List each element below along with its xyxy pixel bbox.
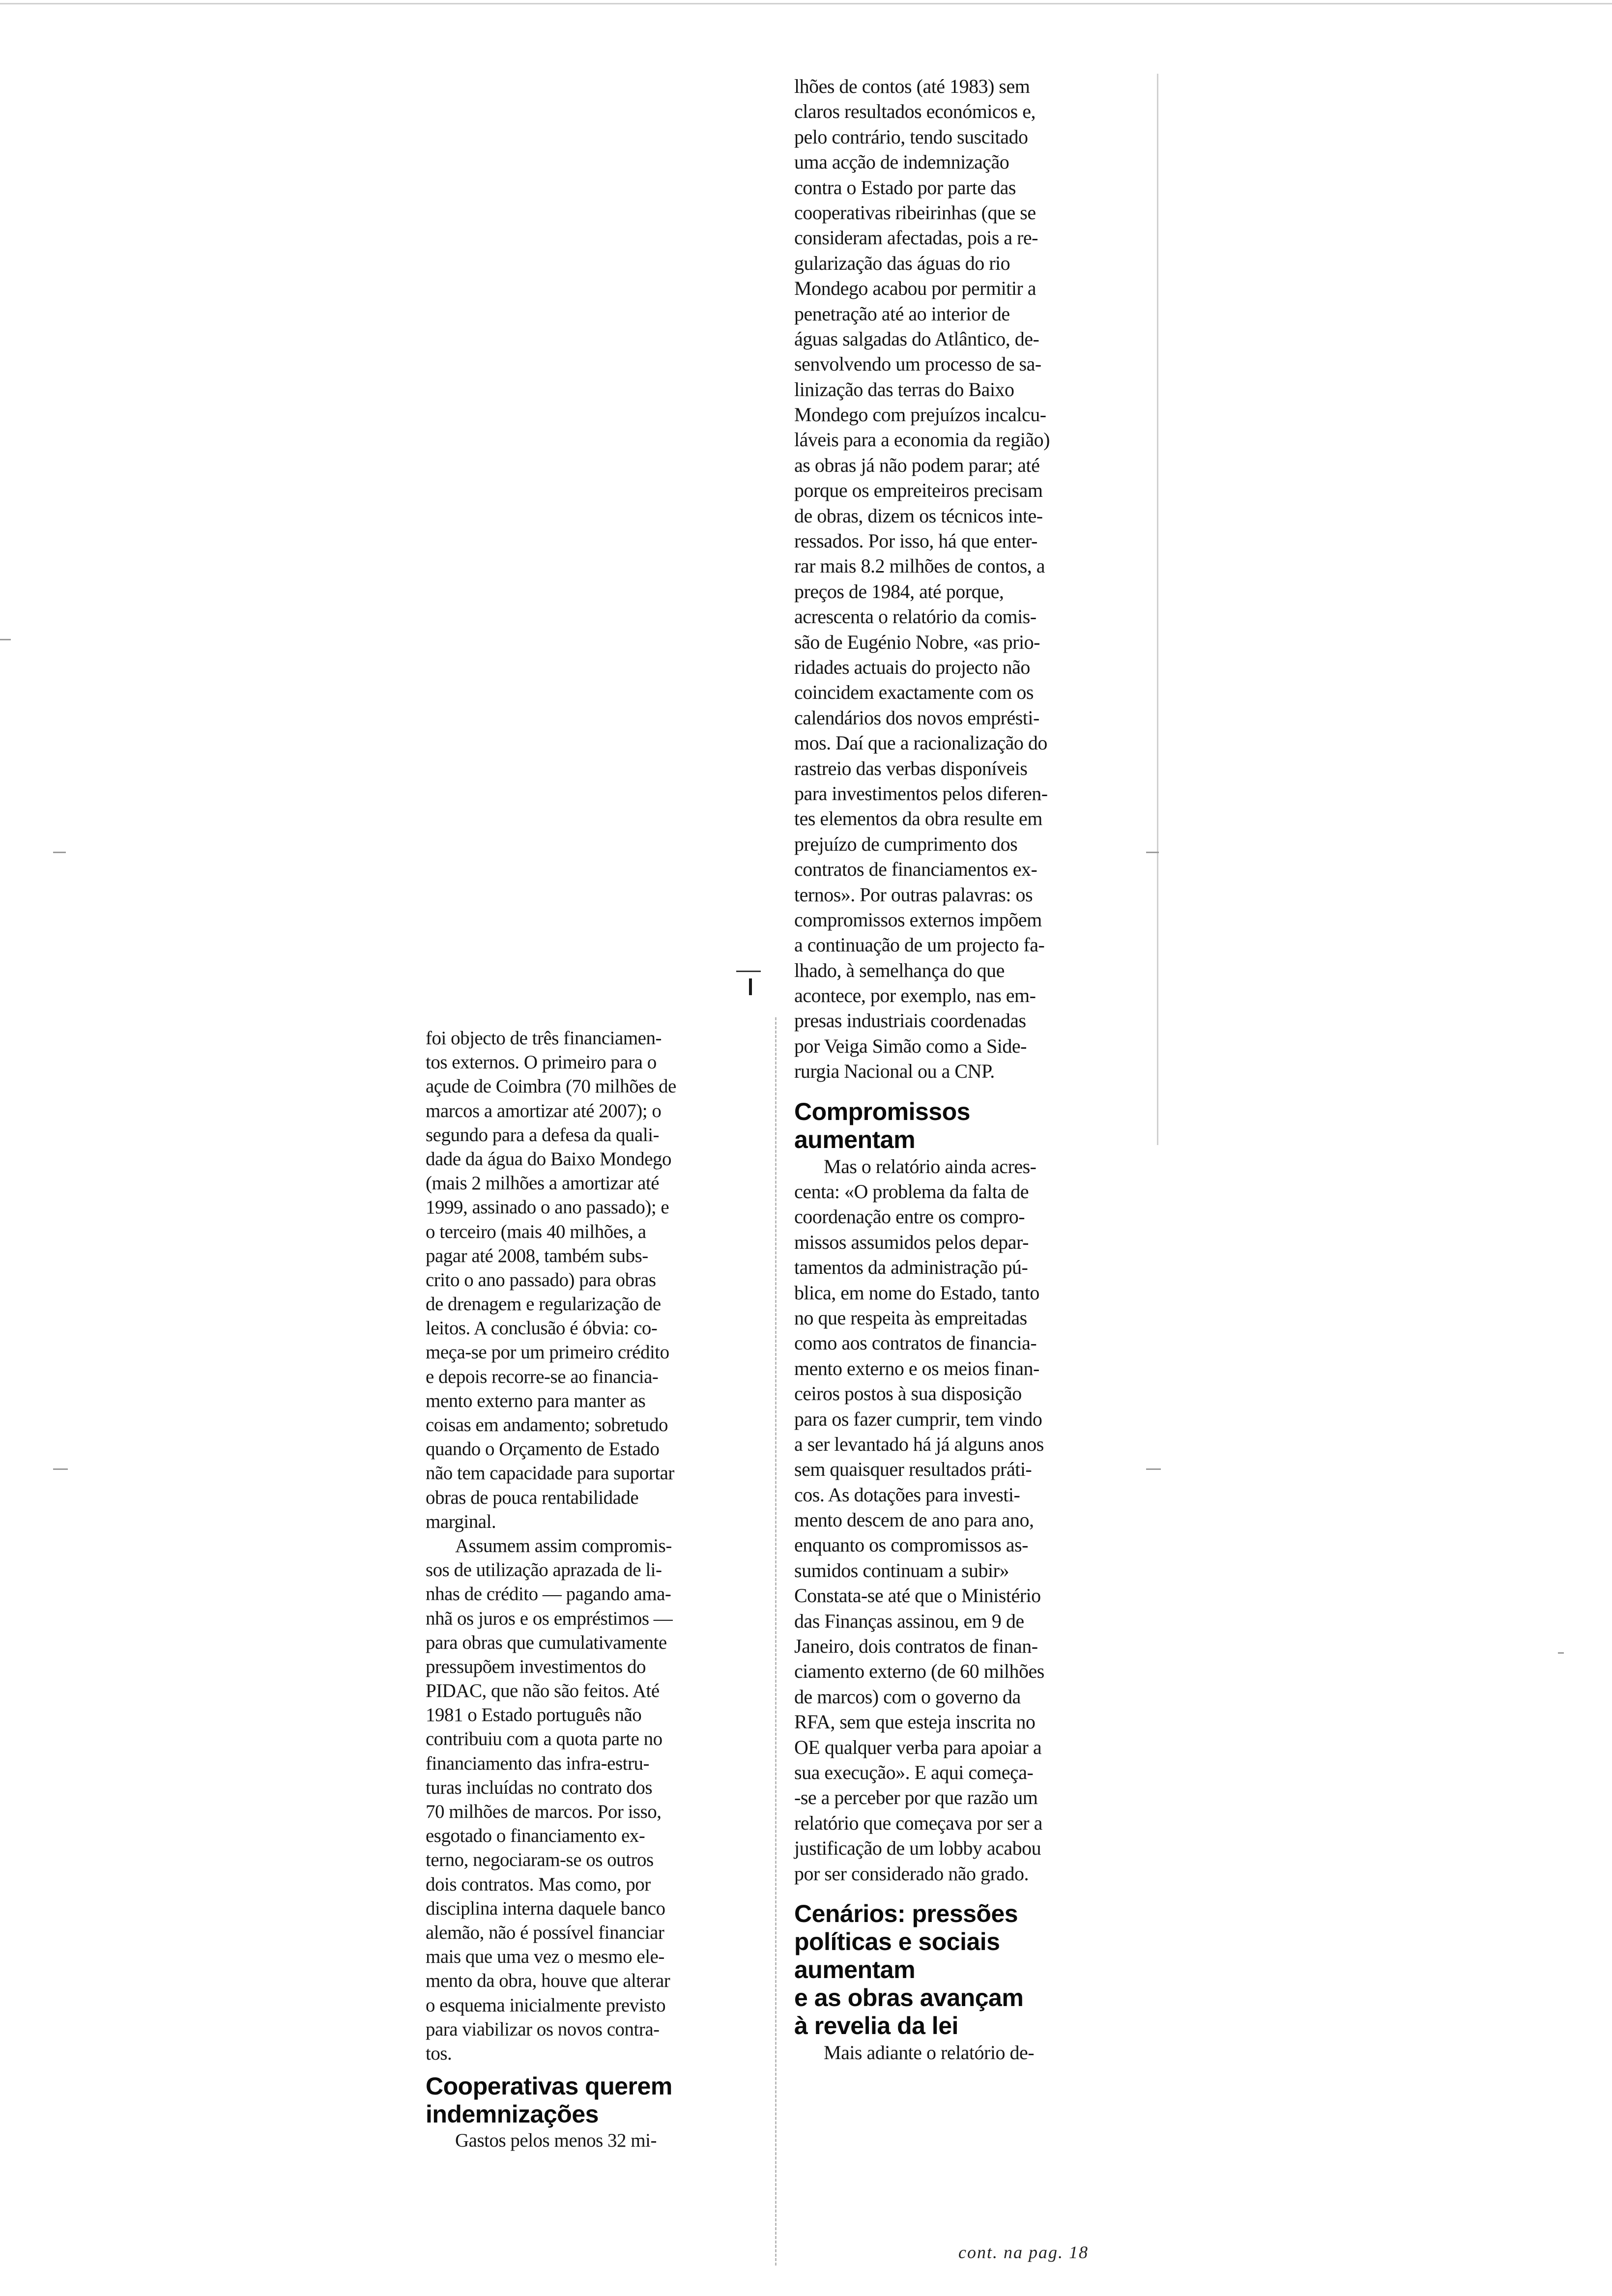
- text-line: RFA, sem que esteja inscrita no: [794, 1711, 1036, 1733]
- text-line: o terceiro (mais 40 milhões, a: [426, 1221, 646, 1242]
- text-line: o esquema inicialmente previsto: [426, 1994, 666, 2016]
- text-line: dois contratos. Mas como, por: [426, 1873, 651, 1895]
- text-line: as obras já não podem parar; até: [794, 454, 1040, 476]
- paragraph: [794, 1154, 1138, 1886]
- text-line: mento externo para manter as: [426, 1390, 646, 1411]
- text-line: obras de pouca rentabilidade: [426, 1487, 639, 1508]
- left-column: [426, 1026, 767, 2152]
- text-line: rar mais 8.2 milhões de contos, a: [794, 555, 1045, 577]
- text-line: linização das terras do Baixo: [794, 378, 1014, 401]
- text-line: tos.: [426, 2042, 452, 2064]
- text-line: sem quaisquer resultados práti-: [794, 1458, 1032, 1481]
- text-line: marcos a amortizar até 2007); o: [426, 1100, 662, 1121]
- text-line: senvolvendo um processo de sa-: [794, 353, 1041, 375]
- text-line: rastreio das verbas disponíveis: [794, 757, 1028, 779]
- text-line: alemão, não é possível financiar: [426, 1922, 664, 1943]
- text-line: coincidem exactamente com os: [794, 681, 1034, 704]
- text-line: sumidos continuam a subir»: [794, 1559, 1009, 1581]
- text-line: para obras que cumulativamente: [426, 1632, 667, 1653]
- continuation-note: cont. na pag. 18: [958, 2242, 1089, 2262]
- text-line: de drenagem e regularização de: [426, 1293, 661, 1315]
- paragraph: [794, 2040, 1138, 2065]
- text-line: ceiros postos à sua disposição: [794, 1382, 1022, 1405]
- text-line: consideram afectadas, pois a re-: [794, 227, 1038, 249]
- text-line: -se a perceber por que razão um: [794, 1786, 1038, 1809]
- text-line: são de Eugénio Nobre, «as prio-: [794, 631, 1040, 653]
- text-line: acontece, por exemplo, nas em-: [794, 984, 1036, 1007]
- margin-mark: [1558, 1652, 1564, 1654]
- text-line: das Finanças assinou, em 9 de: [794, 1609, 1024, 1632]
- text-line: para investimentos pelos diferen-: [794, 782, 1048, 804]
- text-line: sos de utilização aprazada de li-: [426, 1559, 662, 1581]
- right-column: [794, 74, 1138, 2065]
- text-line: pressupõem investimentos do: [426, 1656, 646, 1677]
- text-line: pelo contrário, tendo suscitado: [794, 125, 1028, 148]
- text-line: esgotado o financiamento ex-: [426, 1825, 645, 1847]
- text-line: Assumem assim compromis-: [455, 1535, 672, 1556]
- text-line: de marcos) com o governo da: [794, 1685, 1021, 1708]
- section-heading: [794, 1098, 1138, 1154]
- text-line: para viabilizar os novos contra-: [426, 2018, 660, 2040]
- text-line: mos. Daí que a racionalização do: [794, 732, 1047, 754]
- text-line: no que respeita às empreitadas: [794, 1306, 1027, 1329]
- margin-mark: [53, 852, 66, 853]
- text-line: prejuízo de cumprimento dos: [794, 832, 1018, 855]
- text-line: mento externo e os meios finan-: [794, 1357, 1039, 1379]
- text-line: meça-se por um primeiro crédito: [426, 1342, 669, 1363]
- section-heading: [794, 1900, 1138, 2040]
- text-line: como aos contratos de financia-: [794, 1332, 1037, 1354]
- paragraph: [426, 1026, 767, 1534]
- text-line: a ser levantado há já alguns anos: [794, 1433, 1044, 1455]
- text-line: coisas em andamento; sobretudo: [426, 1414, 668, 1435]
- text-line: dade da água do Baixo Mondego: [426, 1148, 671, 1170]
- text-line: calendários dos novos emprésti-: [794, 706, 1039, 729]
- text-line: relatório que começava por ser a: [794, 1811, 1042, 1834]
- text-line: Mais adiante o relatório de-: [824, 2041, 1035, 2064]
- text-line: láveis para a economia da região): [794, 429, 1050, 451]
- text-line: Gastos pelos menos 32 mi-: [455, 2130, 657, 2152]
- text-line: rurgia Nacional ou a CNP.: [794, 1060, 995, 1083]
- text-line: centa: «O problema da falta de: [794, 1180, 1029, 1203]
- text-line: leitos. A conclusão é óbvia: co-: [426, 1318, 658, 1339]
- text-line: Mondego com prejuízos incalcu-: [794, 403, 1046, 426]
- text-line: mento descem de ano para ano,: [794, 1509, 1034, 1531]
- heading-line: aumentam: [794, 1955, 916, 1983]
- text-line: Constata-se até que o Ministério: [794, 1584, 1041, 1607]
- text-line: ridades actuais do projecto não: [794, 656, 1030, 678]
- text-line: lhado, à semelhança do que: [794, 959, 1005, 981]
- text-line: contribuiu com a quota parte no: [426, 1728, 662, 1750]
- text-line: ressados. Por isso, há que enter-: [794, 530, 1037, 552]
- text-line: não tem capacidade para suportar: [426, 1463, 674, 1484]
- text-line: e depois recorre-se ao financia-: [426, 1366, 659, 1387]
- text-line: mento da obra, houve que alterar: [426, 1970, 670, 1992]
- text-line: mais que uma vez o mesmo ele-: [426, 1946, 664, 1968]
- heading-line: Compromissos: [794, 1097, 970, 1125]
- text-line: blica, em nome do Estado, tanto: [794, 1281, 1039, 1304]
- text-line: segundo para a defesa da quali-: [426, 1124, 660, 1146]
- text-line: PIDAC, que não são feitos. Até: [426, 1680, 660, 1702]
- text-line: de obras, dizem os técnicos inte-: [794, 504, 1043, 527]
- text-line: 1981 o Estado português não: [426, 1704, 642, 1726]
- text-line: para os fazer cumprir, tem vindo: [794, 1407, 1042, 1430]
- top-scan-rule: [0, 3, 1612, 4]
- text-line: pagar até 2008, também subs-: [426, 1245, 648, 1266]
- text-line: Mondego acabou por permitir a: [794, 277, 1036, 300]
- text-line: contratos de financiamentos ex-: [794, 858, 1037, 881]
- paragraph: [426, 2128, 767, 2152]
- text-line: gularização das águas do rio: [794, 252, 1010, 274]
- text-line: Mas o relatório ainda acres-: [824, 1155, 1036, 1177]
- text-line: justificação de um lobby acabou: [794, 1837, 1041, 1860]
- text-line: ciamento externo (de 60 milhões: [794, 1660, 1044, 1683]
- text-line: águas salgadas do Atlântico, de-: [794, 327, 1039, 350]
- margin-mark: [1146, 1468, 1161, 1470]
- heading-line: e as obras avançam: [794, 1983, 1024, 2011]
- text-line: crito o ano passado) para obras: [426, 1269, 656, 1291]
- text-line: uma acção de indemnização: [794, 151, 1009, 173]
- text-line: penetração até ao interior de: [794, 302, 1010, 325]
- text-line: quando o Orçamento de Estado: [426, 1438, 660, 1460]
- text-line: tos externos. O primeiro para o: [426, 1052, 657, 1073]
- text-line: tamentos da administração pú-: [794, 1256, 1028, 1279]
- heading-line: políticas e sociais: [794, 1927, 1000, 1955]
- text-line: açude de Coimbra (70 milhões de: [426, 1076, 676, 1097]
- text-line: cooperativas ribeirinhas (que se: [794, 201, 1036, 224]
- section-heading: [426, 2072, 767, 2128]
- column-divider: [775, 1017, 777, 2266]
- text-line: por ser considerado não grado.: [794, 1862, 1029, 1885]
- text-line: 70 milhões de marcos. Por isso,: [426, 1801, 662, 1822]
- text-line: contra o Estado por parte das: [794, 176, 1016, 199]
- heading-line: Cooperativas querem: [426, 2072, 672, 2100]
- text-line: disciplina interna daquele banco: [426, 1897, 665, 1919]
- text-line: nhã os juros e os empréstimos —: [426, 1607, 673, 1629]
- text-line: enquanto os compromissos as-: [794, 1534, 1028, 1556]
- text-line: Janeiro, dois contratos de finan-: [794, 1635, 1038, 1658]
- text-line: por Veiga Simão como a Side-: [794, 1034, 1027, 1057]
- text-line: ternos». Por outras palavras: os: [794, 883, 1033, 906]
- text-line: a continuação de um projecto fa-: [794, 934, 1045, 956]
- text-line: preços de 1984, até porque,: [794, 580, 1004, 603]
- margin-mark: [53, 1468, 68, 1470]
- paragraph: [794, 74, 1138, 1084]
- text-line: compromissos externos impõem: [794, 908, 1042, 931]
- text-line: financiamento das infra-estru-: [426, 1752, 649, 1774]
- text-line: marginal.: [426, 1511, 496, 1532]
- heading-line: Cenários: pressões: [794, 1899, 1018, 1927]
- text-line: tes elementos da obra resulte em: [794, 807, 1042, 830]
- text-line: (mais 2 milhões a amortizar até: [426, 1173, 660, 1194]
- text-line: cos. As dotações para investi-: [794, 1483, 1020, 1506]
- heading-line: à revelia da lei: [794, 2011, 958, 2039]
- text-line: turas incluídas no contrato dos: [426, 1777, 653, 1798]
- text-line: coordenação entre os compro-: [794, 1205, 1025, 1228]
- text-line: 1999, assinado o ano passado); e: [426, 1197, 669, 1218]
- text-line: foi objecto de três financiamen-: [426, 1028, 662, 1049]
- text-line: terno, negociaram-se os outros: [426, 1849, 654, 1871]
- heading-line: aumentam: [794, 1125, 916, 1153]
- text-line: acrescenta o relatório da comis-: [794, 605, 1036, 628]
- margin-mark: [0, 639, 11, 640]
- text-line: porque os empreiteiros precisam: [794, 479, 1043, 502]
- text-line: presas industriais coordenadas: [794, 1009, 1026, 1032]
- text-line: missos assumidos pelos depar-: [794, 1231, 1029, 1253]
- section-marker: [747, 971, 754, 995]
- paragraph: [426, 1534, 767, 2066]
- heading-line: indemnizações: [426, 2100, 599, 2128]
- text-line: OE qualquer verba para apoiar a: [794, 1736, 1042, 1758]
- text-line: nhas de crédito — pagando ama-: [426, 1583, 671, 1605]
- margin-mark: [1146, 852, 1159, 853]
- scan-edge-mark: [1157, 74, 1158, 1145]
- text-line: lhões de contos (até 1983) sem: [794, 75, 1030, 97]
- text-line: claros resultados económicos e,: [794, 100, 1036, 123]
- text-line: sua execução». E aqui começa-: [794, 1761, 1034, 1783]
